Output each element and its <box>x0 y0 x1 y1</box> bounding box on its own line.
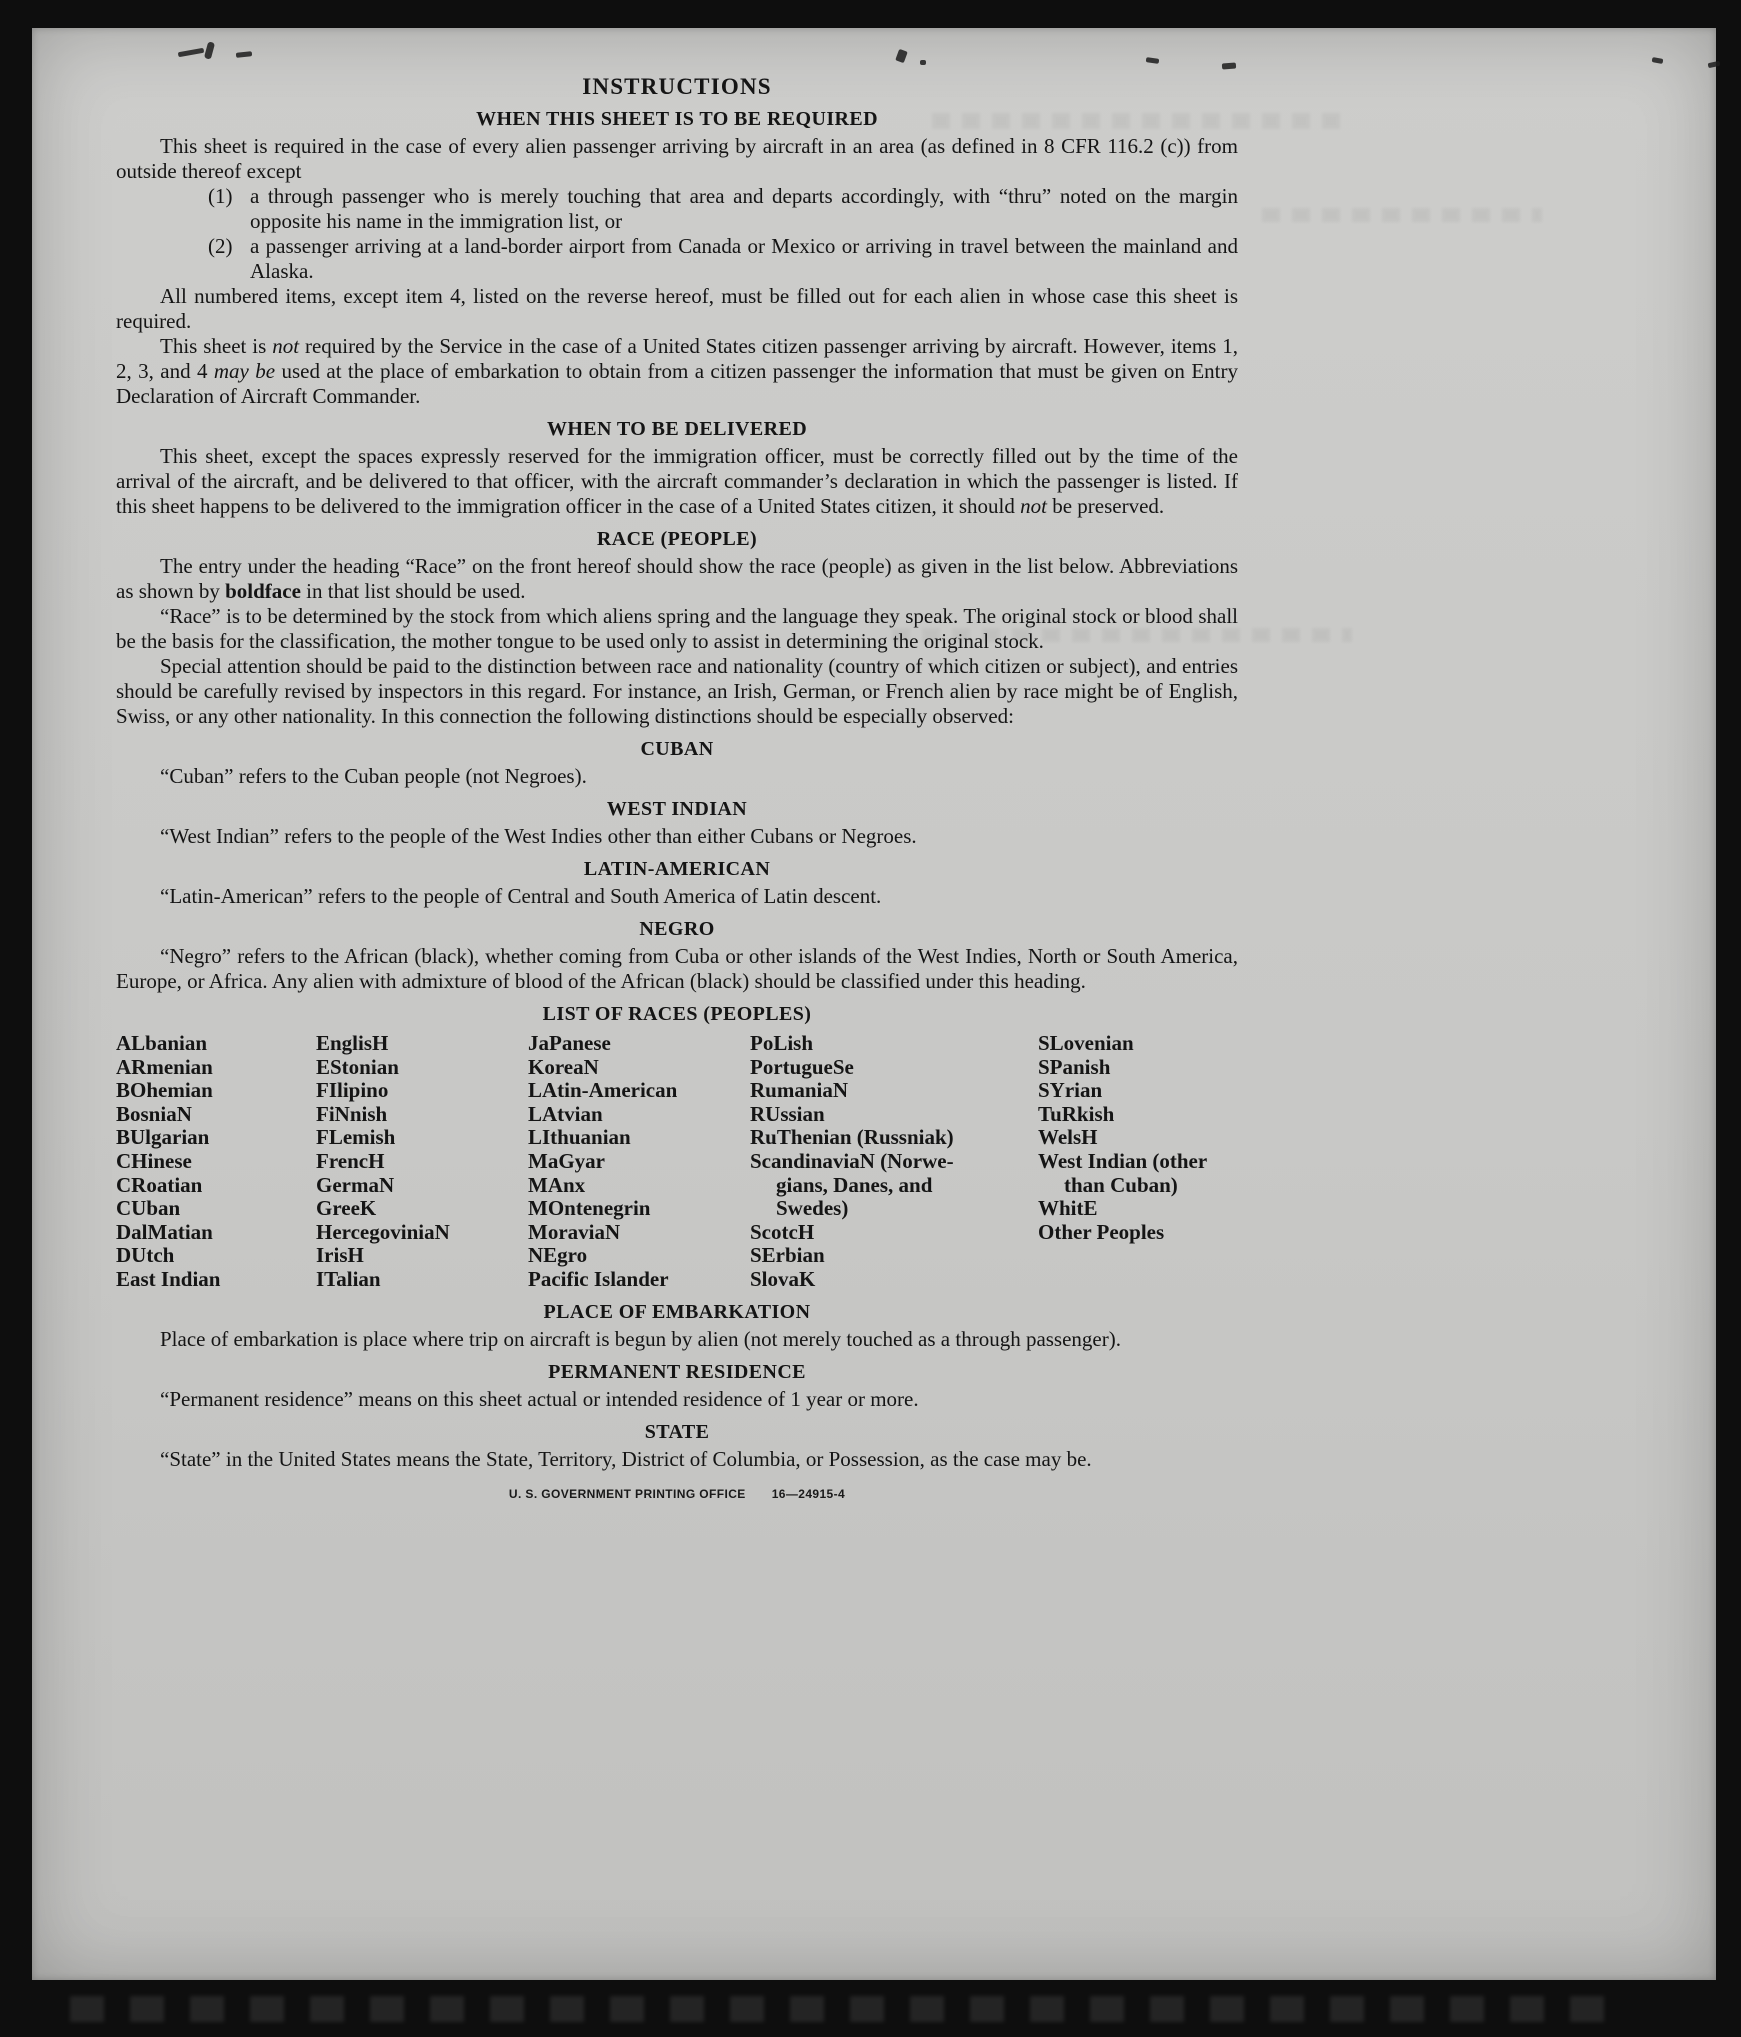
race-name: MoraviaN <box>528 1219 621 1244</box>
race-item <box>528 1032 750 1056</box>
numbered-item <box>116 184 1238 234</box>
race-name: Other Peoples <box>1038 1219 1165 1244</box>
race-item <box>116 1221 316 1245</box>
race-item <box>1038 1221 1238 1245</box>
race-name: West Indian (other <box>1038 1148 1208 1173</box>
race-name: ITalian <box>316 1266 381 1291</box>
race-item <box>528 1268 750 1292</box>
section-heading: CUBAN <box>640 738 714 760</box>
race-name: PortugueSe <box>750 1054 854 1079</box>
race-item <box>116 1150 316 1174</box>
race-item <box>750 1221 1038 1245</box>
text-run: This sheet is <box>160 334 273 358</box>
race-name: FIlipino <box>316 1078 389 1103</box>
text-run: All numbered items, except item 4, listed on the reverse hereof, must be filled out for each alien in whose case this sheet is required. <box>116 284 1238 333</box>
text-run: Special attention should be paid to the distinction between race and nationality (country of which citizen or subject), and entries should be carefully revised by inspectors in this regard. For instance, an Irish, German, or French alien by race might be of English, Swiss, or any other nationality. In this connection the following distinctions should be especially observed: <box>116 654 1238 728</box>
section-heading: LIST OF RACES (PEOPLES) <box>542 1003 812 1025</box>
text-run: “Race” is to be determined by the stock from which aliens spring and the language they speak. The original stock or blood shall be the basis for the classification, the mother tongue to be used only to assist in determining the original stock. <box>116 604 1238 653</box>
race-item <box>116 1079 316 1103</box>
text-run: This sheet is required in the case of every alien passenger arriving by aircraft in an area (as defined in 8 CFR 116.2 (c)) from outside thereof except <box>116 134 1238 183</box>
race-item <box>528 1103 750 1127</box>
race-item <box>1038 1032 1238 1056</box>
ink-mark <box>920 60 926 65</box>
text-run: not <box>272 334 300 358</box>
race-name: SPanish <box>1038 1054 1111 1079</box>
race-name: SYrian <box>1038 1078 1103 1103</box>
text-run: used at the place of embarkation to obtain from a citizen passenger the information that must be given on Entry Declaration of Aircraft Commander. <box>116 359 1238 408</box>
paragraph <box>116 554 1238 604</box>
form-number: 16—24915-4 <box>771 1486 846 1501</box>
text-run: in that list should be used. <box>300 579 526 603</box>
race-item <box>116 1103 316 1127</box>
paragraph <box>116 654 1238 729</box>
race-item <box>750 1244 1038 1268</box>
race-name: RuThenian (Russniak) <box>750 1125 954 1150</box>
race-name: gians, Danes, and <box>776 1172 933 1197</box>
race-name: ScandinaviaN (Norwe- <box>750 1148 954 1173</box>
section-heading: STATE <box>644 1420 710 1443</box>
race-name: BUlgarian <box>116 1125 210 1150</box>
race-name: than Cuban) <box>1064 1172 1178 1197</box>
race-name: EStonian <box>316 1054 399 1079</box>
race-item <box>116 1197 316 1221</box>
race-name: IrisH <box>316 1243 364 1268</box>
section-heading: NEGRO <box>639 918 715 940</box>
race-item <box>116 1032 316 1056</box>
race-item <box>528 1150 750 1174</box>
race-name: Swedes) <box>776 1196 849 1221</box>
race-name: ALbanian <box>116 1031 208 1055</box>
race-name: GreeK <box>316 1196 377 1221</box>
paragraph <box>116 884 1238 909</box>
race-item <box>316 1221 528 1245</box>
race-item <box>116 1056 316 1080</box>
scan-artifact <box>70 1996 1630 2022</box>
text-run: be preserved. <box>1046 494 1165 518</box>
text-run: may be <box>213 359 276 383</box>
race-name: FLemish <box>316 1125 396 1150</box>
race-name: KoreaN <box>528 1054 599 1079</box>
document-title: INSTRUCTIONS <box>582 74 772 99</box>
race-name: DalMatian <box>116 1219 213 1244</box>
paragraph <box>116 604 1238 654</box>
race-column <box>528 1032 750 1292</box>
race-item <box>1038 1103 1238 1127</box>
text-run: a passenger arriving at a land-border airport from Canada or Mexico or arriving in travel between the mainland and Alaska. <box>250 234 1238 283</box>
text-run: “West Indian” refers to the people of the West Indies other than either Cubans or Negroes. <box>160 824 917 848</box>
paragraph <box>116 334 1238 409</box>
race-name: JaPanese <box>528 1031 611 1055</box>
race-name: FiNnish <box>316 1101 388 1126</box>
race-name: Pacific Islander <box>528 1266 669 1291</box>
race-name: EnglisH <box>316 1031 389 1055</box>
race-name: PoLish <box>750 1031 814 1055</box>
race-name: TuRkish <box>1038 1101 1115 1126</box>
document-body <box>116 74 1238 1472</box>
text-run: a through passenger who is merely touching that area and departs accordingly, with “thru” noted on the margin opposite his name in the immigration list, or <box>250 184 1238 233</box>
race-name: CRoatian <box>116 1172 203 1197</box>
race-item <box>750 1056 1038 1080</box>
race-column <box>116 1032 316 1292</box>
race-name: RumaniaN <box>750 1078 849 1103</box>
race-item <box>316 1150 528 1174</box>
race-item <box>528 1126 750 1150</box>
text-run: boldface <box>225 579 301 603</box>
race-item <box>1038 1056 1238 1080</box>
race-item <box>1038 1150 1238 1197</box>
race-name: GermaN <box>316 1172 395 1197</box>
paragraph <box>116 1387 1238 1412</box>
race-item <box>528 1079 750 1103</box>
text-run: “Cuban” refers to the Cuban people (not Negroes). <box>160 764 587 788</box>
ink-mark <box>1222 63 1236 70</box>
race-item <box>1038 1197 1238 1221</box>
section-heading: WHEN TO BE DELIVERED <box>546 418 808 440</box>
race-list <box>116 1032 1238 1292</box>
race-item <box>116 1268 316 1292</box>
race-item <box>316 1268 528 1292</box>
race-name: NEgro <box>528 1243 588 1268</box>
race-item <box>528 1244 750 1268</box>
text-run: “Latin-American” refers to the people of Central and South America of Latin descent. <box>160 884 882 908</box>
race-name: East Indian <box>116 1266 221 1291</box>
race-column <box>750 1032 1038 1292</box>
race-name: SErbian <box>750 1243 825 1268</box>
race-name: DUtch <box>116 1243 175 1268</box>
paragraph <box>116 284 1238 334</box>
document-page <box>32 28 1716 1980</box>
text-run: This sheet, except the spaces expressly reserved for the immigration officer, must be correctly filled out by the time of the arrival of the aircraft, and be delivered to that officer, with the aircraft commander’s declaration in which the passenger is listed. If this sheet happens to be delivered to the immigration officer in the case of a United States citizen, it should <box>116 444 1238 518</box>
paragraph <box>116 134 1238 184</box>
race-item <box>750 1126 1038 1150</box>
race-item <box>316 1056 528 1080</box>
race-item <box>316 1032 528 1056</box>
race-item <box>116 1244 316 1268</box>
race-item <box>1038 1126 1238 1150</box>
section-heading: PERMANENT RESIDENCE <box>548 1360 806 1383</box>
race-item <box>750 1032 1038 1056</box>
race-item <box>316 1103 528 1127</box>
race-column <box>316 1032 528 1292</box>
show-through-artifact <box>1262 208 1542 222</box>
numbered-item <box>116 234 1238 284</box>
race-name: RUssian <box>750 1101 825 1126</box>
section-heading: RACE (PEOPLE) <box>596 528 758 550</box>
text-run: Place of embarkation is place where trip on aircraft is begun by alien (not merely touched as a through passenger). <box>160 1326 1121 1351</box>
race-column <box>1038 1032 1238 1292</box>
race-name: MAnx <box>528 1172 586 1197</box>
item-number: (1) <box>208 184 233 208</box>
race-name: BosniaN <box>116 1101 192 1126</box>
text-run: “Negro” refers to the African (black), whether coming from Cuba or other islands of the West Indies, North or South America, Europe, or Africa. Any alien with admixture of blood of the African (black) should be classified under this heading. <box>116 944 1238 993</box>
race-name: LIthuanian <box>528 1125 631 1150</box>
race-item <box>750 1103 1038 1127</box>
footer <box>116 1487 1238 1501</box>
race-item <box>750 1150 1038 1221</box>
paragraph <box>116 824 1238 849</box>
section-heading: WEST INDIAN <box>606 798 748 820</box>
race-item <box>116 1174 316 1198</box>
text-run: The entry under the heading “Race” on the front hereof should show the race (people) as given in the list below. Abbreviations as shown by <box>116 554 1238 603</box>
race-item <box>528 1056 750 1080</box>
race-name: ScotcH <box>750 1219 815 1244</box>
race-name: WhitE <box>1038 1196 1098 1221</box>
text-run: required by the Service in the case of a United States citizen passenger arriving by aircraft. However, items 1, 2, 3, and 4 <box>116 334 1238 383</box>
text-run: “Permanent residence” means on this sheet actual or intended residence of 1 year or more. <box>160 1386 919 1411</box>
race-name: LAtvian <box>528 1101 603 1126</box>
race-name: CHinese <box>116 1148 192 1173</box>
race-item <box>750 1268 1038 1292</box>
race-item <box>316 1244 528 1268</box>
paragraph <box>116 1327 1238 1352</box>
section-heading: WHEN THIS SHEET IS TO BE REQUIRED <box>476 108 878 130</box>
race-name: BOhemian <box>116 1078 213 1103</box>
race-item <box>528 1174 750 1198</box>
paragraph <box>116 944 1238 994</box>
race-item <box>528 1197 750 1221</box>
race-name: LAtin-American <box>528 1078 678 1103</box>
race-item <box>316 1126 528 1150</box>
race-name: CUban <box>116 1196 181 1221</box>
race-name: SlovaK <box>750 1266 816 1291</box>
section-heading: LATIN-AMERICAN <box>583 858 771 880</box>
race-item <box>316 1174 528 1198</box>
item-number: (2) <box>208 234 233 258</box>
race-item <box>316 1197 528 1221</box>
race-name: WelsH <box>1038 1125 1098 1150</box>
race-name: SLovenian <box>1038 1031 1134 1055</box>
race-name: MaGyar <box>528 1148 605 1173</box>
race-item <box>750 1079 1038 1103</box>
race-name: HercegoviniaN <box>316 1219 450 1244</box>
printing-office-note: U. S. GOVERNMENT PRINTING OFFICE <box>508 1486 746 1501</box>
race-item <box>528 1221 750 1245</box>
section-heading: PLACE OF EMBARKATION <box>543 1300 811 1323</box>
paragraph <box>116 764 1238 789</box>
text-run: not <box>1020 494 1047 518</box>
text-run: “State” in the United States means the State, Territory, District of Columbia, or Possession, as the case may be. <box>160 1446 1092 1471</box>
race-item <box>316 1079 528 1103</box>
race-item <box>1038 1079 1238 1103</box>
race-name: ARmenian <box>116 1054 213 1079</box>
race-name: FrencH <box>316 1148 385 1173</box>
race-name: MOntenegrin <box>528 1196 651 1221</box>
race-item <box>116 1126 316 1150</box>
paragraph <box>116 1447 1238 1472</box>
paragraph <box>116 444 1238 519</box>
